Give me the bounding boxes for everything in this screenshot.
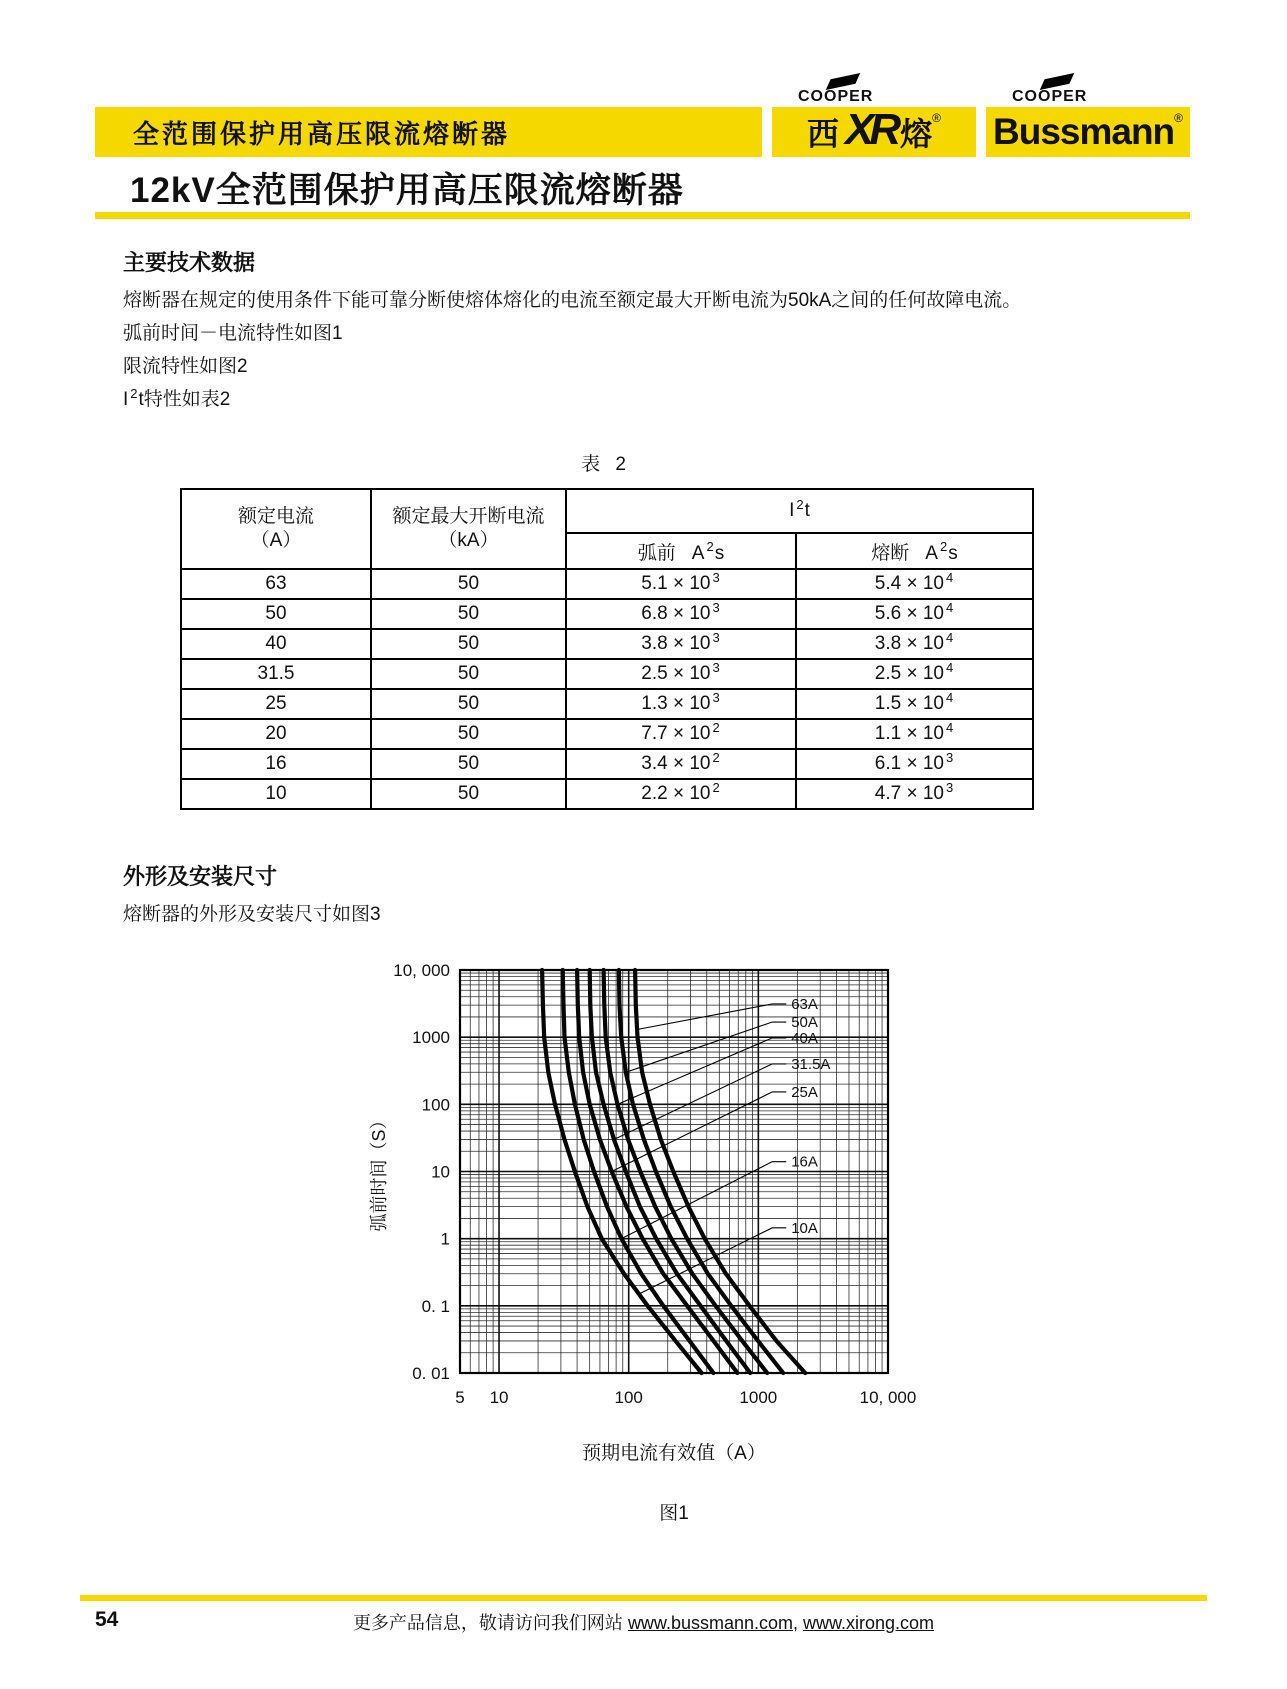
table-row: [181, 689, 1033, 719]
table-row: [181, 749, 1033, 779]
x-tick-label: 100: [614, 1388, 643, 1407]
y-tick-label: 100: [421, 1095, 450, 1115]
cell-rated-current: 10: [181, 779, 371, 809]
y-tick-label: 10, 000: [393, 961, 450, 980]
footer-text: 更多产品信息，敬请访问我们网站: [352, 1613, 628, 1633]
table-row: [181, 599, 1033, 629]
cooper-wordmark: COOPER: [1012, 88, 1088, 105]
cell-prearc-i2t: 1.3 × 10 $^3$: [566, 689, 796, 719]
col-header-i2t: I $^2$t: [566, 489, 1033, 533]
x-tick-label: 10: [489, 1388, 509, 1407]
cell-melt-i2t: 4.7 × 10 $^3$: [796, 779, 1033, 809]
cell-prearc-i2t: 7.7 × 10 $^2$: [566, 719, 796, 749]
xirong-logo-rong: 熔: [900, 116, 933, 152]
curve-label-10A: 10A: [791, 1219, 818, 1237]
curve-label-25A: 25A: [791, 1083, 818, 1101]
y-axis-title: 弧前时间（S）: [369, 1111, 389, 1232]
cell-breaking-capacity: 50: [371, 629, 566, 659]
table-caption: 表 2: [581, 454, 631, 475]
registered-mark: ®: [1174, 111, 1183, 125]
registered-mark: ®: [932, 111, 941, 125]
title-underline: [95, 212, 1190, 219]
cell-rated-current: 40: [181, 629, 371, 659]
xirong-logo-xi: 西: [807, 116, 840, 152]
cell-prearc-i2t: 5.1 × 10 $^3$: [566, 569, 796, 599]
cell-breaking-capacity: 50: [371, 659, 566, 689]
cell-melt-i2t: 3.8 × 10 $^4$: [796, 629, 1033, 659]
leader-line-16A: [621, 1162, 786, 1239]
cell-prearc-i2t: 3.8 × 10 $^3$: [566, 629, 796, 659]
curve-label-31.5A: 31.5A: [791, 1055, 831, 1073]
cell-prearc-i2t: 2.5 × 10 $^3$: [566, 659, 796, 689]
page-number: 54: [95, 1608, 119, 1631]
cell-rated-current: 31.5: [181, 659, 371, 689]
dimensions-section: [123, 860, 381, 938]
cell-prearc-i2t: 6.8 × 10 $^3$: [566, 599, 796, 629]
table-row: [181, 629, 1033, 659]
cell-prearc-i2t: 2.2 × 10 $^2$: [566, 779, 796, 809]
section-heading-tech: 主要技术数据: [123, 250, 256, 275]
y-tick-label: 1000: [412, 1028, 450, 1048]
y-tick-label: 0. 01: [412, 1364, 450, 1383]
cell-melt-i2t: 5.4 × 10 $^4$: [796, 569, 1033, 599]
footer-rule: [80, 1595, 1207, 1601]
tech-paragraph-4: I $^2$t特性如表2: [123, 385, 231, 410]
xirong-logo-unit: [772, 73, 976, 157]
cell-melt-i2t: 6.1 × 10 $^3$: [796, 749, 1033, 779]
curve-label-50A: 50A: [791, 1014, 818, 1032]
cell-melt-i2t: 2.5 × 10 $^4$: [796, 659, 1033, 689]
cooper-wordmark-row: [772, 73, 976, 107]
y-tick-label: 1: [440, 1229, 450, 1249]
xr-monogram-icon: XR: [845, 105, 897, 154]
cell-breaking-capacity: 50: [371, 569, 566, 599]
cell-rated-current: 16: [181, 749, 371, 779]
curve-label-63A: 63A: [791, 995, 818, 1013]
cell-rated-current: 50: [181, 599, 371, 629]
header-category-label: 全范围保护用高压限流熔断器: [133, 118, 511, 149]
cell-breaking-capacity: 50: [371, 599, 566, 629]
bussmann-wordmark: Bussmann: [993, 111, 1175, 152]
cooper-wordmark: COOPER: [798, 88, 874, 105]
dimensions-body: 熔断器的外形及安装尺寸如图3: [123, 904, 381, 925]
tech-paragraph-2: 弧前时间－电流特性如图1: [123, 323, 343, 344]
page-title: 12kV全范围保护用高压限流熔断器: [130, 171, 684, 210]
cell-rated-current: 63: [181, 569, 371, 599]
footer-note: 更多产品信息，敬请访问我们网站 www.bussmann.com, www.xirong.com: [352, 1613, 935, 1633]
x-tick-label: 10, 000: [859, 1388, 917, 1407]
leader-line-50A: [626, 1022, 786, 1072]
leader-line-10A: [639, 1228, 786, 1294]
curve-label-40A: 40A: [791, 1029, 818, 1047]
cell-breaking-capacity: 50: [371, 749, 566, 779]
bussmann-site-link[interactable]: www.bussmann.com: [627, 1613, 793, 1633]
cell-breaking-capacity: 50: [371, 689, 566, 719]
subheader-prearc: 弧前 A $^2$s: [566, 533, 796, 569]
figure-1-chart: [330, 955, 960, 1540]
cell-melt-i2t: 5.6 × 10 $^4$: [796, 599, 1033, 629]
section-heading-dimensions: 外形及安装尺寸: [123, 864, 278, 889]
header-band: [95, 73, 1190, 157]
time-current-chart: [330, 955, 960, 1535]
figure-caption: 图1: [659, 1503, 689, 1524]
cell-melt-i2t: 1.1 × 10 $^4$: [796, 719, 1033, 749]
bussmann-logo: [986, 107, 1190, 157]
table-row: [181, 569, 1033, 599]
table-row: [181, 719, 1033, 749]
cell-prearc-i2t: 3.4 × 10 $^2$: [566, 749, 796, 779]
cell-breaking-capacity: 50: [371, 719, 566, 749]
x-tick-label: 5: [455, 1388, 465, 1407]
tech-data-section: [123, 246, 1021, 423]
tech-paragraph-3: 限流特性如图2: [123, 356, 248, 377]
axis-tick-labels: [393, 961, 916, 1407]
x-tick-label: 1000: [739, 1388, 778, 1407]
y-tick-label: 0. 1: [421, 1296, 450, 1316]
col-header-breaking-capacity: 额定最大开断电流 （kA）: [371, 489, 566, 569]
i2t-table-block: [180, 449, 1032, 810]
xirong-site-link[interactable]: www.xirong.com: [803, 1613, 935, 1633]
i2t-spec-table: [180, 488, 1034, 810]
y-tick-label: 10: [431, 1162, 450, 1182]
cell-rated-current: 20: [181, 719, 371, 749]
table-row: [181, 659, 1033, 689]
col-header-rated-current: 额定电流 （A）: [181, 489, 371, 569]
table-row: [181, 779, 1033, 809]
cell-rated-current: 25: [181, 689, 371, 719]
subheader-melt: 熔断 A $^2$s: [796, 533, 1033, 569]
curve-label-16A: 16A: [791, 1153, 818, 1171]
bussmann-logo-unit: [986, 73, 1190, 157]
header-category-bar: [95, 107, 762, 157]
xirong-logo: [772, 107, 976, 157]
cooper-wordmark-row: [986, 73, 1190, 107]
tech-paragraph-1: 熔断器在规定的使用条件下能可靠分断使熔体熔化的电流至额定最大开断电流为50kA之间的任何故障电流。: [123, 290, 1022, 311]
cell-melt-i2t: 1.5 × 10 $^4$: [796, 689, 1033, 719]
x-axis-title: 预期电流有效值（A）: [582, 1443, 766, 1464]
cell-breaking-capacity: 50: [371, 779, 566, 809]
